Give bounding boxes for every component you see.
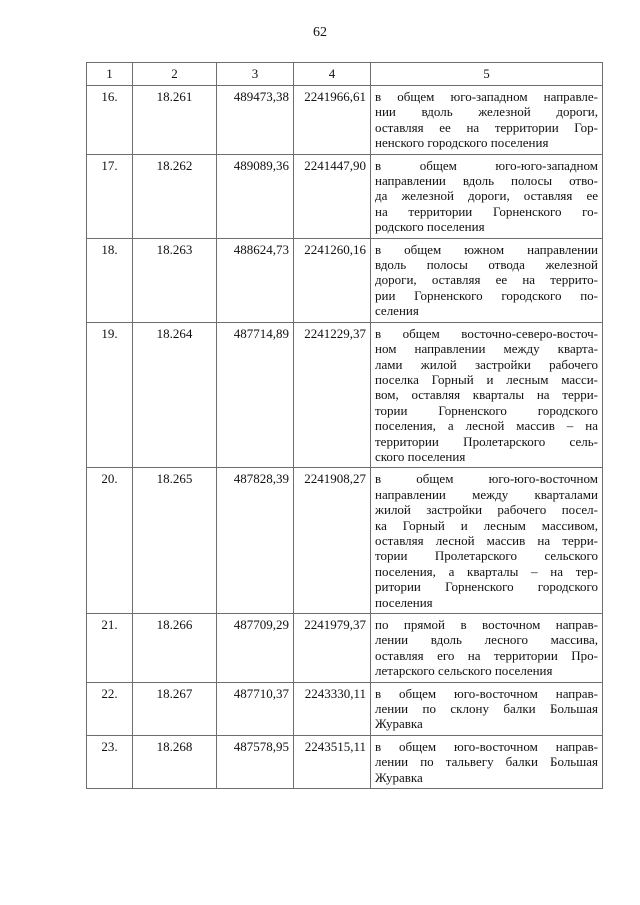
description-line: летарского сельского поселения xyxy=(375,663,553,679)
header-col-2: 2 xyxy=(133,63,217,86)
point-id: 18.263 xyxy=(133,238,217,322)
description-line: в общем южном направлении xyxy=(375,241,598,257)
point-id: 18.261 xyxy=(133,86,217,155)
coordinate-y: 2243330,11 xyxy=(294,682,371,735)
page-number: 62 xyxy=(313,25,327,40)
description-line: на территории Горненского го- xyxy=(375,203,598,219)
point-id: 18.268 xyxy=(133,735,217,788)
point-id: 18.262 xyxy=(133,154,217,238)
coordinate-x: 488624,73 xyxy=(217,238,294,322)
table-row xyxy=(87,86,603,155)
description-line: ка Горный и лесным массивом, xyxy=(375,517,598,533)
point-id: 18.264 xyxy=(133,322,217,468)
description-line: оставляя лесной массив на терри- xyxy=(375,532,598,548)
description-line: по прямой в восточном направ- xyxy=(375,617,598,632)
coordinate-y: 2241979,37 xyxy=(294,614,371,683)
row-number: 17. xyxy=(87,154,133,238)
description-line: вом, оставляя кварталы на терри- xyxy=(375,387,598,403)
coordinate-y: 2241966,61 xyxy=(294,86,371,155)
description-line: направлении вдоль полосы отво- xyxy=(375,173,598,189)
row-number: 23. xyxy=(87,735,133,788)
table-row xyxy=(87,614,603,683)
description-line: тории Горненского городского xyxy=(375,402,598,418)
header-row xyxy=(87,63,603,86)
table-row xyxy=(87,682,603,735)
description-line: нии вдоль железной дороги, xyxy=(375,104,598,120)
row-number: 19. xyxy=(87,322,133,468)
boundary-description xyxy=(371,322,603,468)
description-line: родского поселения xyxy=(375,219,485,235)
header-col-1: 1 xyxy=(87,63,133,86)
table-body xyxy=(87,86,603,789)
header-col-5: 5 xyxy=(371,63,603,86)
description-line: лами жилой застройки рабочего xyxy=(375,356,598,372)
row-number: 18. xyxy=(87,238,133,322)
table-header xyxy=(87,63,603,86)
coordinate-x: 487578,95 xyxy=(217,735,294,788)
coordinate-x: 489089,36 xyxy=(217,154,294,238)
boundary-description xyxy=(371,735,603,788)
row-number: 22. xyxy=(87,682,133,735)
boundary-description xyxy=(371,86,603,155)
description-line: ненского городского поселения xyxy=(375,135,549,151)
boundary-description xyxy=(371,682,603,735)
boundary-coordinates-table xyxy=(86,62,603,789)
description-line: ном направлении между кварта- xyxy=(375,341,598,357)
coordinate-x: 487709,29 xyxy=(217,614,294,683)
description-line: жилой застройки рабочего посел- xyxy=(375,502,598,518)
description-line: лении по тальвегу балки Большая xyxy=(375,754,598,770)
description-line: поселения xyxy=(375,594,433,610)
table-row xyxy=(87,238,603,322)
coordinate-y: 2241260,16 xyxy=(294,238,371,322)
description-line: в общем юго-юго-восточном xyxy=(375,471,598,487)
description-line: поселения, а кварталы – на тер- xyxy=(375,563,598,579)
boundary-description xyxy=(371,614,603,683)
description-line: Журавка xyxy=(375,716,423,732)
description-line: поселения, а лесной массив – на xyxy=(375,418,598,434)
table-row xyxy=(87,322,603,468)
row-number: 16. xyxy=(87,86,133,155)
table-row xyxy=(87,154,603,238)
header-col-3: 3 xyxy=(217,63,294,86)
boundary-description xyxy=(371,238,603,322)
table-row xyxy=(87,735,603,788)
description-line: в общем юго-восточном направ- xyxy=(375,685,598,701)
coordinate-x: 487828,39 xyxy=(217,468,294,614)
description-line: дороги, оставляя ее на террито- xyxy=(375,272,598,288)
point-id: 18.265 xyxy=(133,468,217,614)
description-line: направлении между кварталами xyxy=(375,486,598,502)
description-line: рии Горненского городского по- xyxy=(375,287,598,303)
table-row xyxy=(87,468,603,614)
description-line: лении по склону балки Большая xyxy=(375,701,598,717)
description-line: да железной дороги, оставляя ее xyxy=(375,188,598,204)
coordinate-y: 2241908,27 xyxy=(294,468,371,614)
description-line: ского поселения xyxy=(375,448,466,464)
coordinate-y: 2243515,11 xyxy=(294,735,371,788)
coordinate-y: 2241447,90 xyxy=(294,154,371,238)
row-number: 21. xyxy=(87,614,133,683)
description-line: лении вдоль лесного массива, xyxy=(375,632,598,648)
description-line: вдоль полосы отвода железной xyxy=(375,257,598,273)
description-line: ритории Горненского городского xyxy=(375,579,598,595)
description-line: поселка Горный и лесным масси- xyxy=(375,371,598,387)
coordinate-y: 2241229,37 xyxy=(294,322,371,468)
description-line: в общем юго-восточном направ- xyxy=(375,738,598,754)
header-col-4: 4 xyxy=(294,63,371,86)
boundary-description xyxy=(371,154,603,238)
coordinate-x: 487710,37 xyxy=(217,682,294,735)
description-line: Журавка xyxy=(375,769,423,785)
description-line: территории Пролетарского сель- xyxy=(375,433,598,449)
description-line: в общем восточно-северо-восточ- xyxy=(375,325,598,341)
description-line: оставляя ее на территории Гор- xyxy=(375,119,598,135)
point-id: 18.266 xyxy=(133,614,217,683)
point-id: 18.267 xyxy=(133,682,217,735)
boundary-description xyxy=(371,468,603,614)
description-line: в общем юго-юго-западном xyxy=(375,157,598,173)
description-line: в общем юго-западном направле- xyxy=(375,89,598,104)
row-number: 20. xyxy=(87,468,133,614)
description-line: тории Пролетарского сельского xyxy=(375,548,598,564)
description-line: селения xyxy=(375,303,419,319)
description-line: оставляя его на территории Про- xyxy=(375,647,598,663)
coordinate-x: 487714,89 xyxy=(217,322,294,468)
coordinate-x: 489473,38 xyxy=(217,86,294,155)
